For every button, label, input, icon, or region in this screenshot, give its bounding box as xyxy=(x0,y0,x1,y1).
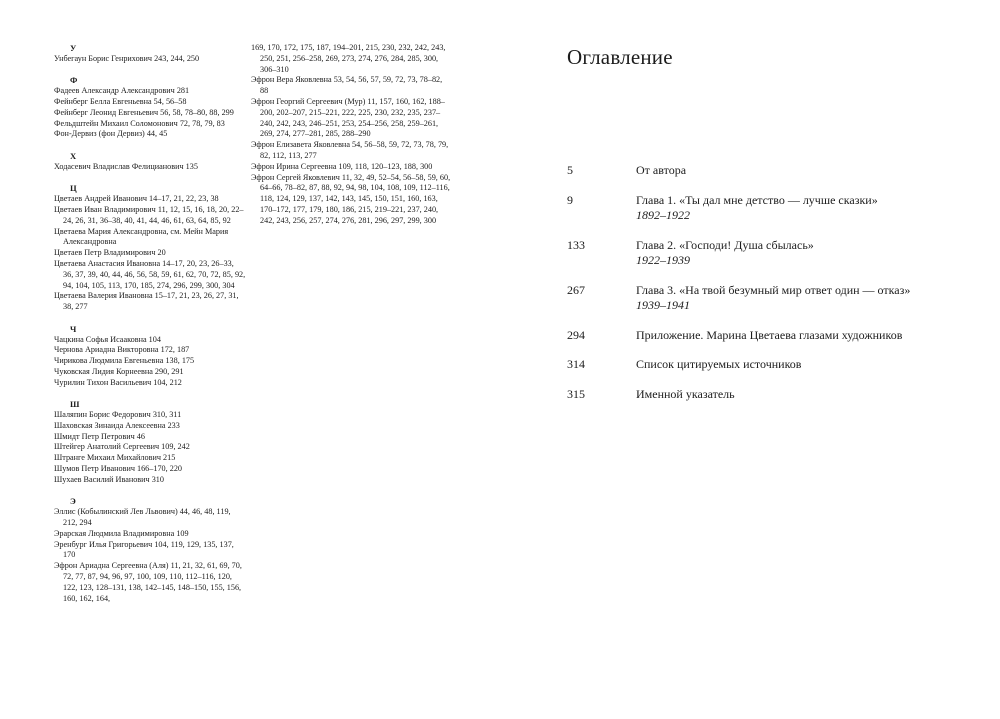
index-letter-heading: У xyxy=(70,43,77,53)
contents-label: От автора xyxy=(636,163,687,177)
contents-entry xyxy=(636,193,956,223)
contents-entry xyxy=(636,163,956,178)
index-entry: Цветаева Мария Александровна, см. Мейн Мария Александровна xyxy=(54,226,229,247)
index-entry: Цветаева Анастасия Ивановна 14–17, 20, 23, 26–33, 36, 37, 39, 40, 44, 46, 56, 58, 59, 61, 62, 70, 72, 85, 92, 94, 104, 105, 113, 170, 185, 274, 296, 299, 300, 304 xyxy=(54,258,246,290)
index-entry: 169, 170, 172, 175, 187, 194–201, 215, 230, 232, 242, 243, 250, 251, 256–258, 269, 273, 274, 276, 284, 285, 300, 306–310 xyxy=(251,43,446,74)
index-entry: Шухаев Василий Иванович 310 xyxy=(54,474,164,484)
index-entry: Чуковская Лидия Корнеевна 290, 291 xyxy=(54,366,184,376)
index-entry: Фон-Дервиз (фон Дервиз) 44, 45 xyxy=(54,129,168,139)
index-entry: Эфрон Сергей Яковлевич 11, 32, 49, 52–54, 56–58, 59, 60, 64–66, 78–82, 87, 88, 92, 94, 98, 104, 108, 109, 112–116, 118, 124, 129, 137, 142, 143, 145, 150, 151, 160, 163, 170–172, 177, 179, 180, 186, 215, 219–221, 237, 240, 242, 243, 256, 257, 274, 276, 281, 296, 297, 299, 300 xyxy=(251,172,451,225)
contents-page-number: 267 xyxy=(567,283,585,297)
contents-entry xyxy=(636,357,956,372)
index-entry: Штранге Михаил Михайлович 215 xyxy=(54,453,176,463)
contents-label: Глава 3. «На твой безумный мир ответ один — отказ» xyxy=(636,283,911,297)
contents-page-number: 294 xyxy=(567,328,585,342)
index-section xyxy=(54,324,246,389)
contents-label: Глава 2. «Господи! Душа сбылась» xyxy=(636,238,814,252)
index-letter-heading: Э xyxy=(70,496,76,507)
index-entry: Унбегаун Борис Генрихович 243, 244, 250 xyxy=(54,53,200,63)
index-entry: Цветаев Андрей Иванович 14–17, 21, 22, 23, 38 xyxy=(54,194,219,204)
contents-dates: 1892–1922 xyxy=(636,208,690,222)
index-entry: Шаховская Зинаида Алексеевна 233 xyxy=(54,420,180,430)
index-entry: Эфрон Ариадна Сергеевна (Аля) 11, 21, 32, 61, 69, 70, 72, 77, 87, 94, 96, 97, 100, 109, 110, 112–116, 120, 122, 123, 128–131, 138, 142–145, 148–150, 155, 156, 160, 162, 164, xyxy=(54,561,242,603)
index-section xyxy=(251,43,451,227)
index-section xyxy=(54,183,246,313)
contents-label: Глава 1. «Ты дал мне детство — лучше сказки» xyxy=(636,193,878,207)
contents-dates: 1939–1941 xyxy=(636,298,690,312)
contents-label: Именной указатель xyxy=(636,387,735,401)
index-entry: Эренбург Илья Григорьевич 104, 119, 129, 135, 137, 170 xyxy=(54,539,234,560)
index-entry: Эфрон Георгий Сергеевич (Мур) 11, 157, 160, 162, 188–200, 202–207, 215–221, 222, 225, 230, 232, 235, 237–240, 242, 243, 246–251, 253, 254–256, 258, 259–261, 269, 274, 277–281, 285, 288–290 xyxy=(251,96,445,139)
index-letter-heading: Ф xyxy=(70,75,78,86)
contents-label: Список цитируемых источников xyxy=(636,357,802,371)
index-entry: Шмидт Петр Петрович 46 xyxy=(54,431,145,441)
index-entry: Чацкина Софья Исааковна 104 xyxy=(54,334,161,344)
index-entry: Чурилин Тихон Васильевич 104, 212 xyxy=(54,377,182,387)
index-entry: Чирикова Людмила Евгеньевна 138, 175 xyxy=(54,356,195,366)
index-letter-heading: Ц xyxy=(70,183,77,194)
index-letter-heading: Ш xyxy=(70,399,80,410)
index-entry: Чернова Ариадна Викторовна 172, 187 xyxy=(54,345,190,355)
index-entry: Эфрон Елизавета Яковлевна 54, 56–58, 59, 72, 73, 78, 79, 82, 112, 113, 277 xyxy=(251,140,449,160)
index-entry: Ходасевич Владислав Фелицианович 135 xyxy=(54,161,198,171)
index-entry: Эрарская Людмила Владимировна 109 xyxy=(54,528,189,538)
contents-page-number: 315 xyxy=(567,387,585,401)
index-entry: Цветаев Петр Владимирович 20 xyxy=(54,248,166,258)
contents-page-number: 9 xyxy=(567,193,573,207)
index-entry: Цветаева Валерия Ивановна 15–17, 21, 23, 26, 27, 31, 38, 277 xyxy=(54,291,239,312)
index-section xyxy=(54,496,246,604)
index-entry: Эфрон Ирина Сергеевна 109, 118, 120–123, 188, 300 xyxy=(251,161,433,171)
index-section xyxy=(54,43,246,65)
index-letter-heading: Х xyxy=(70,150,77,161)
index-column-2 xyxy=(251,43,451,237)
contents-entry xyxy=(636,283,956,313)
index-column-1 xyxy=(54,43,246,615)
index-entry: Фейнберг Леонид Евгеньевич 56, 58, 78–80, 88, 299 xyxy=(54,107,234,117)
index-entry: Штейгер Анатолий Сергеевич 109, 242 xyxy=(54,442,190,452)
contents-page-number: 133 xyxy=(567,238,585,252)
contents-label: Приложение. Марина Цветаева глазами художников xyxy=(636,328,903,342)
index-entry: Фадеев Александр Александрович 281 xyxy=(54,86,190,96)
index-entry: Фельдштейн Михаил Соломонович 72, 78, 79, 83 xyxy=(54,118,225,128)
index-entry: Шумов Петр Иванович 166–170, 220 xyxy=(54,464,183,474)
index-letter-heading: Ч xyxy=(70,323,77,334)
index-entry: Шаляпин Борис Федорович 310, 311 xyxy=(54,410,182,420)
contents-entry xyxy=(636,328,956,343)
index-entry: Фейнберг Белла Евгеньевна 54, 56–58 xyxy=(54,96,187,106)
index-section xyxy=(54,151,246,173)
contents-entry xyxy=(636,238,956,268)
index-section xyxy=(54,399,246,485)
contents-page-number: 314 xyxy=(567,357,585,371)
index-entry: Эфрон Вера Яковлевна 53, 54, 56, 57, 59, 72, 73, 78–82, 88 xyxy=(251,75,443,96)
index-entry: Эллис (Кобылинский Лев Львович) 44, 46, 48, 119, 212, 294 xyxy=(54,507,231,528)
contents-entry xyxy=(636,387,956,402)
index-entry: Цветаев Иван Владимирович 11, 12, 15, 16, 18, 20, 22–24, 26, 31, 36–38, 40, 41, 44, 46, 61, 63, 64, 85, 92 xyxy=(54,204,244,225)
contents-page-number: 5 xyxy=(567,163,573,177)
contents-dates: 1922–1939 xyxy=(636,253,690,267)
index-section xyxy=(54,75,246,140)
contents-title: Оглавление xyxy=(567,45,673,69)
